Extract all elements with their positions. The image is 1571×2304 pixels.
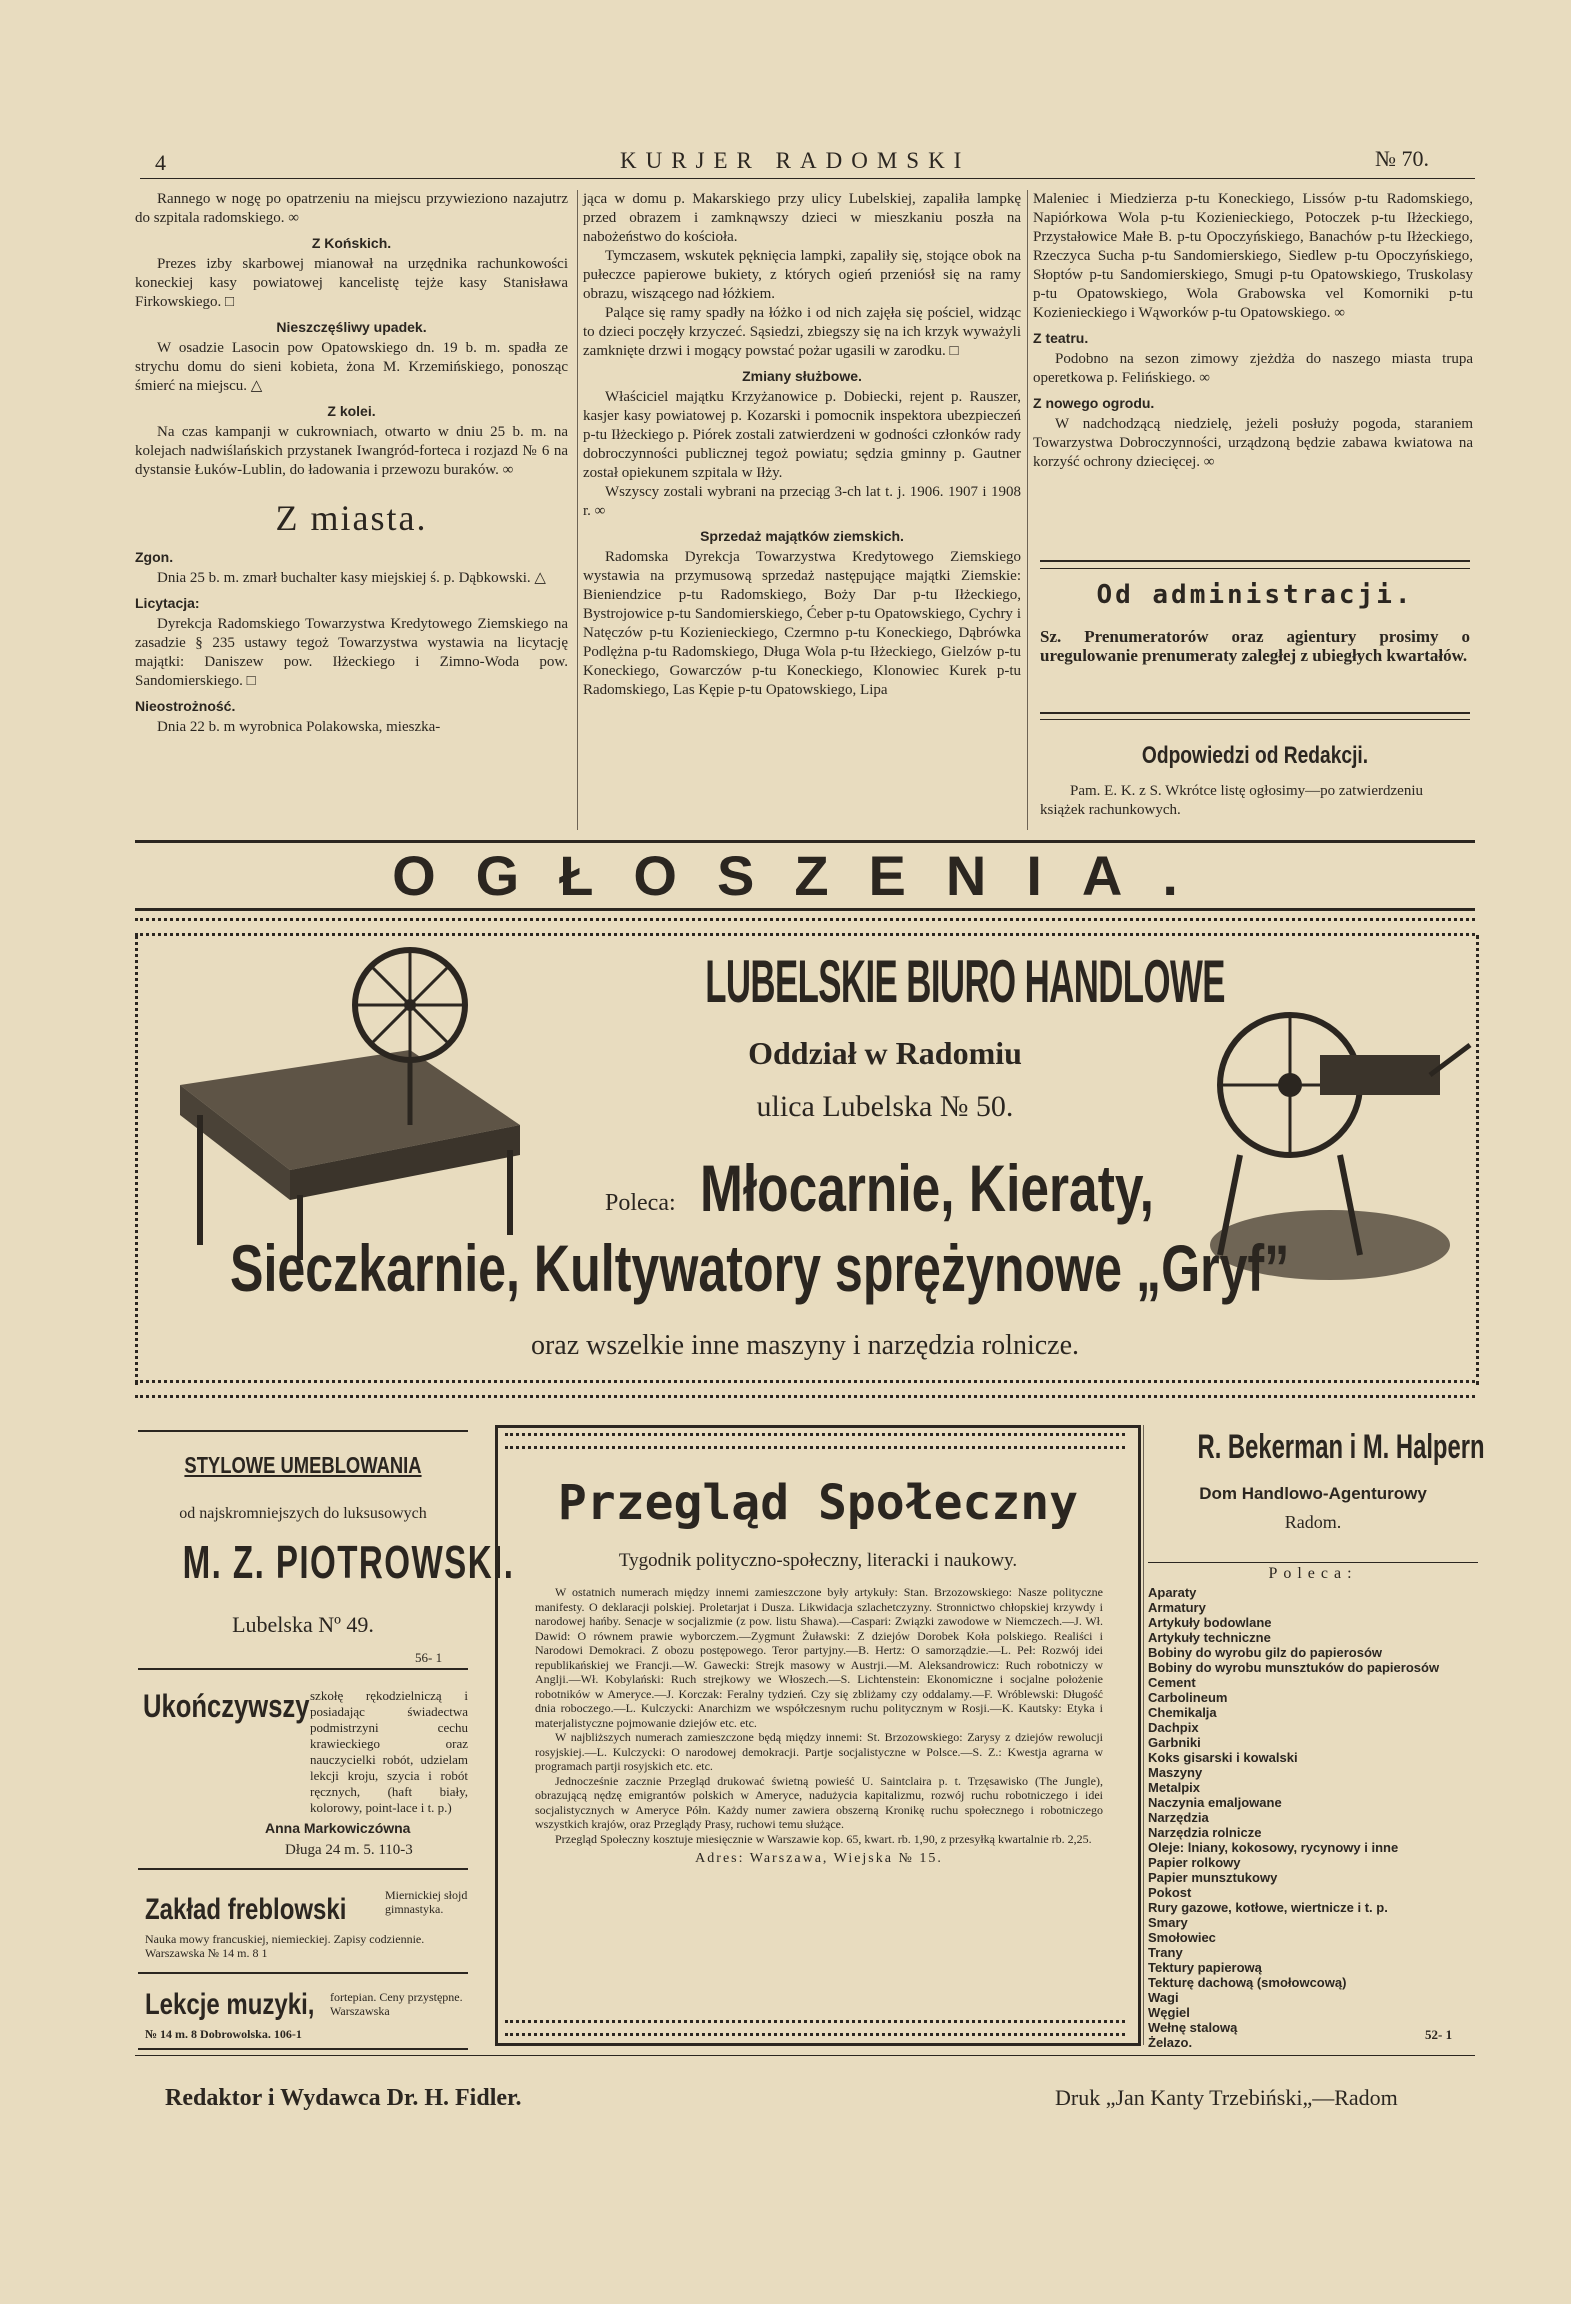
ad-border-top bbox=[135, 918, 1475, 936]
left-ad-rule bbox=[138, 1868, 468, 1870]
column-3 bbox=[1033, 190, 1473, 472]
przeglad-paragraph: Przegląd Społeczny kosztuje miesięcznie w Warszawie kop. 65, kwart. rb. 1,90, z przesyłką kwartalnie rb. 2,25. bbox=[555, 1831, 1092, 1846]
bekerman-item: Maszyny bbox=[1148, 1765, 1203, 1780]
bekerman-item: Węgiel bbox=[1148, 2005, 1190, 2020]
bekerman-item: Tekturę dachową (smołowcową) bbox=[1148, 1975, 1347, 1990]
piotrowski-adres: Lubelska Nº 49. bbox=[232, 1612, 374, 1637]
col1-heading: Nieszczęśliwy upadek. bbox=[276, 319, 427, 335]
bekerman-item: Wełnę stalową bbox=[1148, 2020, 1238, 2035]
bekerman-item: Artykuły bodowlane bbox=[1148, 1615, 1272, 1630]
col1-paragraph: Prezes izby skarbowej mianował na urzędnika rachunkowości koneckiej kasy powiatowej kancelistę tejże kasy Stanisława Firkowskiego. □ bbox=[135, 256, 568, 310]
przeglad-paragraph: Jednocześnie zacznie Przegląd drukować świetną powieść U. Saintclaira p. t. Trzęsawisko (The Jungle), obrazującą nędzę emigrantów polskich w Ameryce, nadużycia kapitalizmu, rozwój ruchu robotniczego i idei socjalistycznych w Ameryce Półn. Każdy numer zawiera obszerną Kronikę ruchu społecznego i robotniczego wszystkich krajów, oraz Przeglądy Prasy, ruchowi temu służące. bbox=[535, 1773, 1103, 1831]
bekerman-item: Papier munsztukowy bbox=[1148, 1870, 1278, 1885]
lubelskie-poleca: Poleca: bbox=[605, 1190, 676, 1216]
bekerman-item: Chemikalja bbox=[1148, 1705, 1217, 1720]
piotrowski: M. Z. PIOTROWSKI. bbox=[182, 1536, 515, 1588]
redakcja-text: Pam. E. K. z S. Wkrótce listę ogłosimy—po zatwierdzeniu książek rachunkowych. bbox=[1040, 783, 1423, 818]
footer-printer: Druk „Jan Kanty Trzebiński„—Radom bbox=[1055, 2085, 1398, 2110]
col2-paragraph: jąca w domu p. Makarskiego przy ulicy Lubelskiej, zapaliła lampkę przed obrazem i zamknąwszy dzieci w mieszkaniu poszła na nabożeństwo do kościoła. bbox=[583, 191, 1021, 245]
bekerman-item: Tektury papierową bbox=[1148, 1960, 1262, 1975]
column-divider bbox=[1143, 1425, 1144, 2045]
bekerman-item: Rury gazowe, kotłowe, wiertnicze i t. p. bbox=[1148, 1900, 1388, 1915]
col2-paragraph: Palące się ramy spadły na łóżko i od nich zajęła się pościel, widząc to dzieci poczęły krzyczeć. Sąsiedzi, zbiegszy się na ich krzyk wyważyli zamknięte drzwi i mogący powstać pożar ugasili w zarodku. □ bbox=[583, 305, 1021, 359]
bekerman-item: Bobiny do wyrobu gilz do papierosów bbox=[1148, 1645, 1382, 1660]
issue-number: № 70. bbox=[1375, 146, 1429, 171]
footer-editor: Redaktor i Wydawca Dr. H. Fidler. bbox=[165, 2085, 522, 2111]
col1-paragraph: Dyrekcja Radomskiego Towarzystwa Kredytowego Ziemskiego na zasadzie § 235 ustawy tegoż Towarzystwa wystawia na licytację majątki: Daniszew pow. Iłżeckiego i Zimno-Woda pow. Sandomierskiego. □ bbox=[135, 616, 568, 689]
bekerman-item: Smary bbox=[1148, 1915, 1188, 1930]
zaklad-text: Nauka mowy francuskiej, niemieckiej. Zapisy codziennie. Warszawska № 14 m. 8 1 bbox=[145, 1932, 425, 1960]
bekerman-item: Wagi bbox=[1148, 1990, 1179, 2005]
ogloszenia-rule bbox=[135, 840, 1475, 843]
col1-paragraph: W osadzie Lasocin pow Opatowskiego dn. 19 b. m. spadła ze strychu domu do sieni kobieta, żona M. Krzemińskiego, ponosząc śmierć na miejscu. △ bbox=[135, 340, 568, 394]
bekerman-item: Żelazo. bbox=[1148, 2035, 1193, 2050]
lubelskie-line1: Młocarnie, Kieraty, bbox=[700, 1151, 1154, 1225]
bekerman-radom: Radom. bbox=[1284, 1512, 1342, 1532]
bekerman-item: Koks gisarski i kowalski bbox=[1148, 1750, 1298, 1765]
umeblowania: STYLOWE UMEBLOWANIA bbox=[184, 1452, 422, 1478]
col2-paragraph: Tymczasem, wskutek pęknięcia lampki, zapaliły się, stojące obok na pułeczce papierowe bukiety, z których ogień przeniósł się na ramy obrazu, wiszącego nad łóżkiem. bbox=[583, 248, 1021, 302]
col2-paragraph: Właściciel majątku Krzyżanowice p. Dobiecki, rejent p. Rauszer, kasjer kasy powiatowej p. Kozarski i pomocnik inspektora ubezpieczeń p-tu Iłżeckiego p. Piórek zostali zatwierdzeni w godności członków rady dobroczynności publicznej tegoż powiatu; sędzia gminny p. Gautner został opiekunem szpitala w Iłży. bbox=[583, 389, 1021, 481]
col1-heading: Z kolei. bbox=[327, 403, 376, 419]
footer-rule bbox=[135, 2055, 1475, 2056]
admin-text: Sz. Prenumeratorów oraz agientury prosimy o uregulowanie prenumeraty zaległej z ubiegłych kwartałów. bbox=[1040, 627, 1470, 665]
bekerman-item: Aparaty bbox=[1148, 1585, 1197, 1600]
ogloszenia-title: OGŁOSZENIA. bbox=[392, 844, 1218, 907]
col1-paragraph: Na czas kampanji w cukrowniach, otwarto w dniu 25 b. m. na kolejach nadwiślańskich przystanek Iwangród-forteca i rozjazd № 6 na dystansie Łuków-Lublin, do ładowania i przewozu buraków. ∞ bbox=[135, 424, 568, 478]
admin-title: Od administracji. bbox=[1096, 580, 1414, 610]
bekerman-item: Naczynia emaljowane bbox=[1148, 1795, 1282, 1810]
bekerman-item: Narzędzia rolnicze bbox=[1148, 1825, 1262, 1840]
redakcja-title: Odpowiedzi od Redakcji. bbox=[1141, 742, 1369, 769]
bekerman-dom: Dom Handlowo-Agenturowy bbox=[1199, 1484, 1427, 1503]
bekerman-title: R. Bekerman i M. Halpern bbox=[1197, 1428, 1485, 1466]
bekerman-item: Garbniki bbox=[1148, 1735, 1201, 1750]
admin-rule bbox=[1040, 560, 1470, 569]
column-2 bbox=[583, 190, 1021, 700]
ad-number: 56- 1 bbox=[415, 1650, 443, 1665]
lubelskie-line2: Sieczkarnie, Kultywatory sprężynowe „Gryf” bbox=[230, 1231, 1290, 1305]
column-1 bbox=[135, 190, 568, 737]
col3-paragraph: W nadchodzącą niedzielę, jeżeli posłuży pogoda, staraniem Towarzystwa Dobroczynności, urządzoną będzie zabawa kwiatowa na korzyść ochrony dziecięcej. ∞ bbox=[1033, 416, 1473, 470]
przeglad-address: Adres: Warszawa, Wiejska № 15. bbox=[695, 1851, 943, 1866]
bekerman-item: Dachpix bbox=[1148, 1720, 1199, 1735]
col1-paragraph: Dnia 22 b. m wyrobnica Polakowska, mieszka- bbox=[157, 719, 441, 735]
left-ad-rule bbox=[138, 2048, 468, 2050]
col2-heading: Zmiany służbowe. bbox=[742, 368, 862, 384]
zaklad-freblowski: Zakład freblowski bbox=[145, 1893, 347, 1926]
column-divider bbox=[1027, 190, 1028, 830]
col1-heading: Zgon. bbox=[135, 549, 174, 565]
col3-paragraph: Podobno na sezon zimowy zjeżdża do naszego miasta trupa operetkowa p. Felińskiego. ∞ bbox=[1033, 351, 1473, 386]
lubelskie-oddzial: Oddział w Radomiu bbox=[748, 1035, 1022, 1071]
zaklad-side: Miernickiej słojd gimnastyka. bbox=[385, 1888, 468, 1916]
ogloszenia-rule bbox=[135, 908, 1475, 911]
col1-paragraph: Rannego w nogę po opatrzeniu na miejscu przywieziono nazajutrz do szpitala radomskiego. ∞ bbox=[135, 191, 568, 226]
col1-heading: Licytacja: bbox=[135, 595, 200, 611]
lekcje-side: fortepian. Ceny przystępne. Warszawska bbox=[330, 1990, 463, 2018]
bekerman-item: Metalpix bbox=[1148, 1780, 1201, 1795]
przeglad-chain-bottom bbox=[505, 2020, 1125, 2036]
bekerman-item: Bobiny do wyrobu munsztuków do papierosów bbox=[1148, 1660, 1440, 1675]
bekerman-item: Papier rolkowy bbox=[1148, 1855, 1241, 1870]
section-title: Z miasta. bbox=[275, 498, 428, 538]
umeblowania-od: od najskromniejszych do luksusowych bbox=[179, 1505, 427, 1522]
masthead-title: KURJER RADOMSKI bbox=[620, 148, 971, 173]
left-ad-rule bbox=[138, 1668, 468, 1670]
bekerman-poleca: Poleca: bbox=[1148, 1562, 1478, 1583]
ukonczywszy: Ukończywszy bbox=[143, 1688, 310, 1724]
col1-heading: Z Końskich. bbox=[311, 235, 392, 251]
col2-paragraph: Wszyscy zostali wybrani na przeciąg 3-ch lat t. j. 1906. 1907 i 1908 r. ∞ bbox=[583, 484, 1021, 519]
bekerman-item: Pokost bbox=[1148, 1885, 1192, 1900]
przeglad-chain-top bbox=[505, 1433, 1125, 1449]
col3-paragraph: Maleniec i Miedzierza p-tu Koneckiego, Lissów p-tu Radomskiego, Napiórkowa Wola p-tu Kozienieckiego, Potoczek p-tu Iłżeckiego, Przystałowice Małe B. p-tu Opoczyńskiego, Banachów p-tu Iłżeckiego, Rzeczyca Sucha p-tu Sandomierskiego, Siedlew p-tu Opoczyńskiego, Słoptów p-tu Sandomierskiego, Smugi p-tu Opatowskiego, Truskolasy p-tu Opatowskiego, Wola Grabowska vel Komorniki p-tu Kozienieckiego i Wąworków p-tu Opatowskiego. ∞ bbox=[1033, 191, 1473, 321]
bekerman-number: 52- 1 bbox=[1425, 2027, 1453, 2042]
bekerman-item: Smołowiec bbox=[1148, 1930, 1216, 1945]
anna-adres: Długa 24 m. 5. 110-3 bbox=[285, 1842, 413, 1858]
col2-paragraph: Radomska Dyrekcja Towarzystwa Kredytowego Ziemskiego wystawia na przymusową sprzedaż następujące majątki Ziemskie: Bieniendzice p-tu Radomskiego, Boży Dar p-tu Iłżeckiego, Bystrojowice p-tu Sandomierskiego, Ćeber p-tu Opatowskiego, Cychry i Natęczów p-tu Kozienieckiego, Czermno p-tu Koneckiego, Dąbrówka Podlężna p-tu Radomskiego, Długa Wola p-tu Iłżeckiego, Gielzów p-tu Koneckiego, Gowarczów p-tu Koneckiego, Klonowiec Kurek p-tu Radomskiego, Las Kępie p-tu Opatowskiego, Lipa bbox=[583, 549, 1021, 698]
bekerman-list bbox=[1148, 1585, 1478, 2050]
header-rule bbox=[140, 178, 1475, 179]
bekerman-item: Oleje: lniany, kokosowy, rycynowy i inne bbox=[1148, 1840, 1399, 1855]
page-number: 4 bbox=[155, 150, 166, 175]
bekerman-item: Trany bbox=[1148, 1945, 1183, 1960]
bekerman-item: Cement bbox=[1148, 1675, 1196, 1690]
col2-heading: Sprzedaż majątków ziemskich. bbox=[700, 528, 904, 544]
lubelskie-line3: oraz wszelkie inne maszyny i narzędzia rolnicze. bbox=[530, 1330, 1080, 1361]
lekcje-muzyki: Lekcje muzyki, bbox=[145, 1988, 315, 2021]
przeglad-subtitle: Tygodnik polityczno-społeczny, literacki i naukowy. bbox=[618, 1550, 1018, 1571]
przeglad-body bbox=[535, 1585, 1103, 1867]
col1-heading: Nieostrożność. bbox=[135, 698, 236, 714]
bekerman-item: Armatury bbox=[1148, 1600, 1206, 1615]
lubelskie-title: LUBELSKIE BIURO HANDLOWE bbox=[705, 948, 1225, 1015]
col1-paragraph: Dnia 25 b. m. zmarł buchalter kasy miejskiej ś. p. Dąbkowski. △ bbox=[157, 570, 546, 586]
przeglad-paragraph: W ostatnich numerach między innemi zamieszczone były artykuły: Stan. Brzozowskiego: Nasze polityczne manifesty. O deklaracji polskiej. Proletarjat i Dusza. Likwidacja szlachetczyzny. Stronnictwo chłopskiej krzywdy i narodowej hańby. Senacje w socjalizmie (z pow. listu Shawa).—Caspari: Związki zawodowe w Niemczech.—J. Wł. Dawid: O równem prawie wyborczem.—Zygmunt Żuławski: Z dziejów Dorobek Koła polskiego. Realiści i Narodowi Demokraci. Z obozu postępowego. Teror partyjny.—B. Hertz: O samorządzie.—L. Peł: Rozwój idei republikańskiej we Francji.—W. Gawecki: Strejk masowy w Austrji.—M. Aleksandrowicz: Ruch robotniczy w Anglji.—Wł. Kobylański: Ruch strejkowy we Włoszech.—S. Lichtenstein: Ekonomiczne i socjalne położenie robotników w Ameryce.—J. Korczak: Feralny tydzień. Czy się zbliżamy czy oddalamy.—F. Wróblewski: Długość dnia roboczego.—L. Kulczycki: Anarchizm we współczesnym ruchu politycznym w Rosji.—K. Kautsky: Etyka i materjalistyczne pojmowanie dziejów etc. etc. bbox=[535, 1585, 1103, 1730]
bekerman-item: Artykuły techniczne bbox=[1148, 1630, 1271, 1645]
col3-heading: Z nowego ogrodu. bbox=[1033, 395, 1155, 411]
column-divider bbox=[577, 190, 578, 830]
bekerman-item: Carbolineum bbox=[1148, 1690, 1228, 1705]
ad-border-bottom bbox=[135, 1380, 1475, 1398]
ukonczywszy-text: szkołę rękodzielniczą i posiadając świadectwa podmistrzyni cechu krawieckiego oraz nauczycielki robót, udzielam lekcji kroju, szycia i robót ręcznych, (haft biały, kolorowy, point-lace i t. p.) bbox=[310, 1688, 468, 1815]
admin-rule-bottom bbox=[1040, 712, 1470, 720]
threshing-machine-illustration bbox=[160, 945, 560, 1265]
lekcje-text: № 14 m. 8 Dobrowolska. 106-1 bbox=[145, 2027, 302, 2041]
left-ad-rule bbox=[138, 1430, 468, 1432]
anna-markowiczowna: Anna Markowiczówna bbox=[265, 1820, 411, 1836]
col3-heading: Z teatru. bbox=[1033, 330, 1089, 346]
lubelskie-ulica: ulica Lubelska № 50. bbox=[756, 1090, 1014, 1123]
bekerman-item: Narzędzia bbox=[1148, 1810, 1209, 1825]
left-ad-rule bbox=[138, 1972, 468, 1974]
przeglad-paragraph: W najbliższych numerach zamieszczone będą między innemi: St. Brzozowskiego: Zarysy z dziejów rewolucji rosyjskiej.—L. Kulczycki: O narodowej demokracji. Partje socjalistyczne w Polsce.—S. Z.: Kwestja agrarna w programach partji rosyjskich etc. etc. bbox=[535, 1730, 1103, 1773]
przeglad-title: Przegląd Społeczny bbox=[557, 1475, 1079, 1531]
